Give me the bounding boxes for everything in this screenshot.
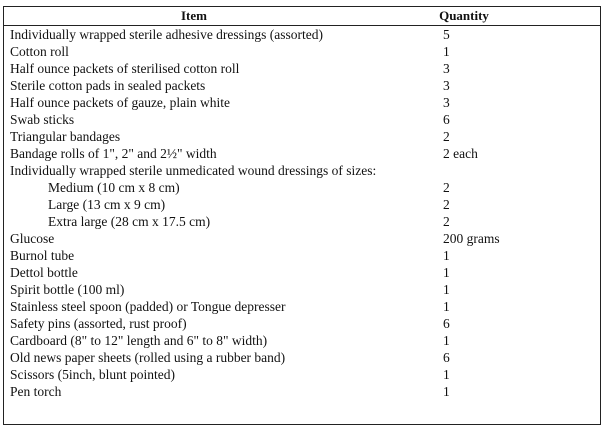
table-body xyxy=(4,26,600,400)
item-cell: Stainless steel spoon (padded) or Tongue depresser xyxy=(10,299,286,314)
item-cell: Safety pins (assorted, rust proof) xyxy=(10,316,187,331)
item-cell: Sterile cotton pads in sealed packets xyxy=(10,78,206,93)
item-cell: Swab sticks xyxy=(10,112,75,127)
item-cell: Old news paper sheets (rolled using a rubber band) xyxy=(10,350,286,365)
table-row xyxy=(4,60,600,77)
table-row xyxy=(4,145,600,162)
table-row xyxy=(4,383,600,400)
item-cell: Half ounce packets of gauze, plain white xyxy=(10,95,231,110)
table-row xyxy=(4,43,600,60)
item-cell: Large (13 cm x 9 cm) xyxy=(48,197,166,212)
item-cell: Glucose xyxy=(10,231,55,246)
quantity-cell: 1 xyxy=(443,248,450,263)
table-row xyxy=(4,94,600,111)
quantity-cell: 1 xyxy=(443,333,450,348)
quantity-column-header: Quantity xyxy=(439,8,489,23)
item-cell: Scissors (5inch, blunt pointed) xyxy=(10,367,175,382)
item-cell: Bandage rolls of 1", 2" and 2½" width xyxy=(10,146,217,161)
table-row xyxy=(4,230,600,247)
quantity-cell: 1 xyxy=(443,367,450,382)
quantity-cell: 1 xyxy=(443,384,450,399)
quantity-cell: 2 xyxy=(443,129,450,144)
item-cell: Triangular bandages xyxy=(10,129,121,144)
table-row xyxy=(4,196,600,213)
table-row xyxy=(4,332,600,349)
item-cell: Dettol bottle xyxy=(10,265,78,280)
table-row xyxy=(4,77,600,94)
quantity-cell: 6 xyxy=(443,112,450,127)
item-cell: Burnol tube xyxy=(10,248,75,263)
table-header xyxy=(4,7,600,26)
table-row xyxy=(4,315,600,332)
item-cell: Pen torch xyxy=(10,384,62,399)
table-row xyxy=(4,281,600,298)
quantity-cell: 2 xyxy=(443,214,450,229)
item-cell: Extra large (28 cm x 17.5 cm) xyxy=(48,214,211,229)
quantity-cell: 2 each xyxy=(443,146,478,161)
quantity-cell: 6 xyxy=(443,316,450,331)
table-row xyxy=(4,349,600,366)
table-row xyxy=(4,264,600,281)
quantity-cell: 1 xyxy=(443,282,450,297)
item-cell: Individually wrapped sterile adhesive dressings (assorted) xyxy=(10,27,324,42)
table-row xyxy=(4,111,600,128)
table-row xyxy=(4,298,600,315)
table-row xyxy=(4,213,600,230)
quantity-cell: 3 xyxy=(443,78,450,93)
item-cell: Cotton roll xyxy=(10,44,69,59)
table-row xyxy=(4,26,600,43)
table-row xyxy=(4,128,600,145)
quantity-cell: 3 xyxy=(443,61,450,76)
quantity-cell: 2 xyxy=(443,180,450,195)
item-column-header: Item xyxy=(181,8,207,23)
quantity-cell: 6 xyxy=(443,350,450,365)
item-cell: Individually wrapped sterile unmedicated wound dressings of sizes: xyxy=(10,163,377,178)
item-cell: Half ounce packets of sterilised cotton roll xyxy=(10,61,240,76)
table-row xyxy=(4,162,600,179)
first-aid-table xyxy=(3,6,601,425)
quantity-cell: 1 xyxy=(443,265,450,280)
item-cell: Spirit bottle (100 ml) xyxy=(10,282,125,297)
quantity-cell: 1 xyxy=(443,44,450,59)
quantity-cell: 200 grams xyxy=(443,231,500,246)
quantity-cell: 3 xyxy=(443,95,450,110)
item-cell: Cardboard (8" to 12" length and 6" to 8" width) xyxy=(10,333,268,348)
quantity-cell: 1 xyxy=(443,299,450,314)
table-row xyxy=(4,366,600,383)
quantity-cell: 2 xyxy=(443,197,450,212)
item-cell: Medium (10 cm x 8 cm) xyxy=(48,180,180,195)
table-row xyxy=(4,247,600,264)
table-row xyxy=(4,179,600,196)
quantity-cell: 5 xyxy=(443,27,450,42)
